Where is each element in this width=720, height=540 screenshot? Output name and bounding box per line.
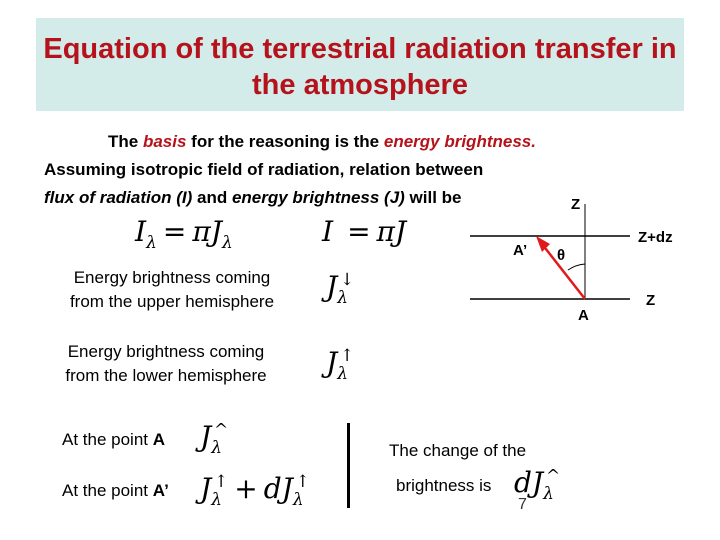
energy-brightness-phrase: energy brightness (J) bbox=[231, 188, 405, 207]
label-z-top: Z bbox=[571, 196, 581, 213]
upper-hemisphere-label: Energy brightness coming from the upper hemisphere bbox=[69, 268, 275, 311]
geometry-diagram bbox=[470, 192, 700, 332]
change-text-line-1: The change of the bbox=[389, 441, 527, 460]
brightness-change: $dJ_\lambda^{\^{}}$ bbox=[514, 466, 561, 504]
point-a-label: At the point A bbox=[62, 430, 166, 449]
slide-title: Equation of the terrestrial radiation transfer in the atmosphere bbox=[43, 33, 677, 101]
energy-brightness-down: $J_\lambda^↓$ bbox=[326, 270, 355, 308]
label-theta: θ bbox=[557, 247, 566, 264]
page-number: 7 bbox=[518, 496, 527, 513]
equation-flux-total: I = πJ bbox=[322, 215, 407, 248]
intro-line-2: Assuming isotropic field of radiation, relation between bbox=[44, 160, 484, 179]
vertical-divider bbox=[347, 423, 350, 508]
basis-word: basis bbox=[142, 132, 187, 151]
intro-text: will be bbox=[404, 188, 462, 207]
intro-line-3 bbox=[44, 188, 462, 208]
intro-text: for the reasoning is the bbox=[186, 132, 384, 151]
brightness-at-a-prime: $J_\lambda^↑ + dJ_\lambda^↑$ bbox=[200, 472, 310, 510]
point-a-prime-label: At the point A’ bbox=[62, 481, 169, 500]
change-text-line-2: brightness is bbox=[396, 476, 492, 495]
energy-brightness-phrase: energy brightness. bbox=[383, 132, 536, 151]
label-a-prime: A’ bbox=[513, 242, 528, 259]
lower-hemisphere-label: Energy brightness coming from the lower hemisphere bbox=[65, 342, 267, 385]
theta-arc bbox=[568, 264, 585, 270]
intro-text: and bbox=[192, 188, 232, 207]
flux-phrase: flux of radiation (I) bbox=[44, 188, 193, 207]
energy-brightness-up: $J_\lambda^↑$ bbox=[326, 346, 355, 384]
label-a: A bbox=[578, 307, 589, 324]
intro-text: The bbox=[108, 132, 143, 151]
equation-flux-spectral: $I_\lambda = \pi J_\lambda$ bbox=[135, 215, 233, 253]
intro-line-1 bbox=[108, 132, 536, 152]
label-z-dz: Z+dz bbox=[638, 229, 673, 246]
brightness-at-a: $J_\lambda^{\^{}}$ bbox=[200, 420, 229, 458]
label-z: Z bbox=[646, 292, 656, 309]
